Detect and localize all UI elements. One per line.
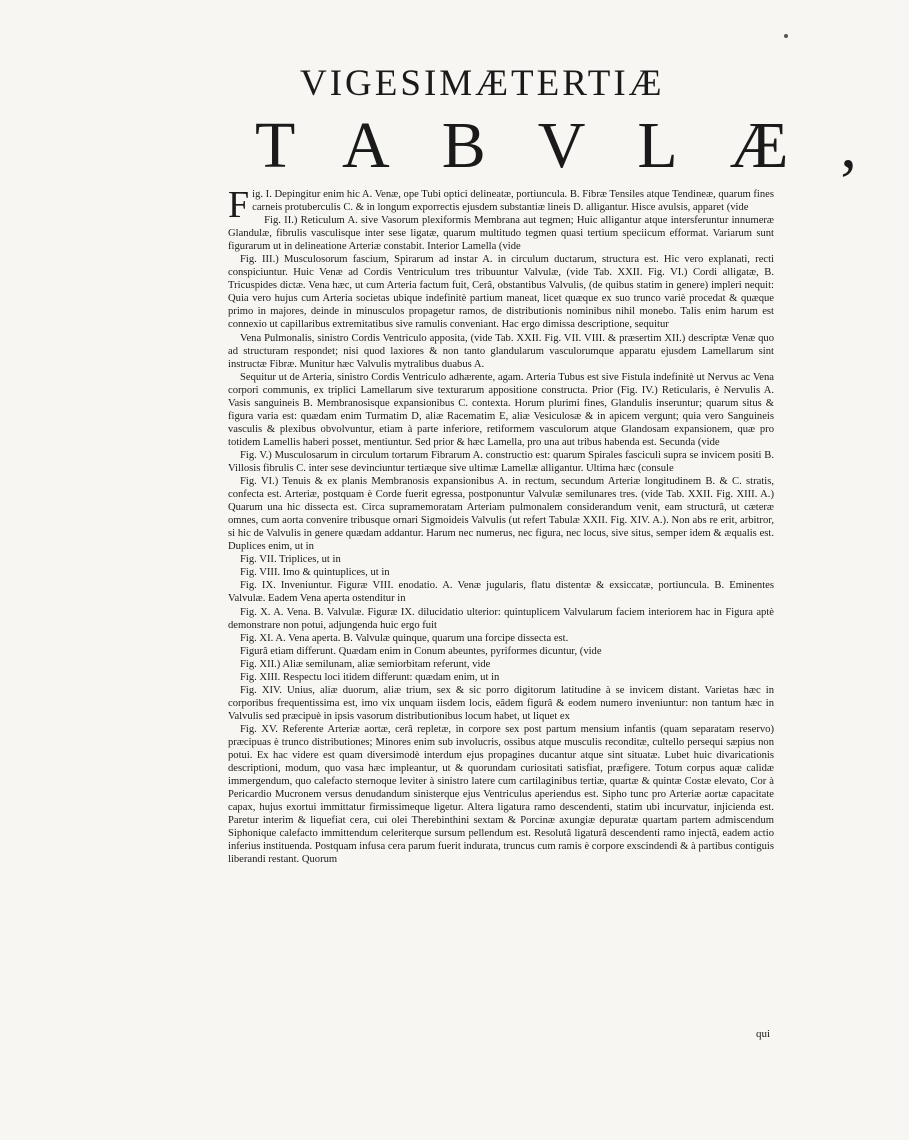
paragraph-text: ig. I. Depingitur enim hic A. Venæ, ope Tubi optici delineatæ, portiuncula. B. Fibræ Tensiles atque Tendineæ, quarum fines carneis protuberculis C. & in longum exporrectis ejusdem substantiæ lineis D. alligantur. Hisce avulsis, apparet (vide: [252, 189, 774, 214]
body-text: [228, 184, 774, 866]
paragraph: [228, 184, 774, 226]
paragraph: Fig. X. A. Vena. B. Valvulæ. Figuræ IX. dilucidatio ulterior: quintuplicem Valvularum faciem interiorem hac in Figura aptè demonstrare non potui, adjungenda huic ergo fuit: [228, 606, 774, 631]
paragraph: Fig. III.) Musculosorum fascium, Spirarum ad instar A. in circulum ductarum, structura est. Hic vero explanati, recti conspiciuntur. Huic Venæ ad Cordis Ventriculum tres tribuuntur Valvulæ, (vide Tab. XXII. Fig. VI.) Cordi alligatæ, B. Tricuspides dictæ. Vena hæc, ut cum Arteria factum fuit, Cerâ, obstantibus Valvulis, (de quibus statim in genere) impleri nequit: Quia vero hujus cum Arteria societas ubique indefinitè partium maneat, licet quæque ex suo trunco variè procedat & quæque primo in majores, deinde in minusculos propagetur ramos, de distributionis nominibus nihil monebo. Talis enim harum est connexio ut capillaribus extremitatibus sive ramulis conveniant. Hac ergo dimissa descriptione, sequitur: [228, 254, 774, 331]
paragraph: Fig. V.) Musculosarum in circulum tortarum Fibrarum A. constructio est: quarum Spirales fasciculi supra se invicem positi B. Villosis fibrulis C. inter sese devinciuntur tertiæque sive ultimæ Lamellæ alligantur. Ultima hæc (consule: [228, 449, 774, 474]
paragraph: Sequitur ut de Arteria, sinistro Cordis Ventriculo adhærente, agam. Arteria Tubus est sive Fistula indefinitè ut Nervus ac Vena corpori communis, ex triplici Lamellarum sive texturarum appositione constructa. Prior (Fig. IV.) Reticularis, è Nervulis A. Vasis sanguineis B. Membranosisque expansionibus C. contexta. Horum plurimi fines, Glandulis inseruntur; quarum situs & figura varia est: quædam enim Turmatim D, aliæ Racematim E, aliæ Vesiculosæ & in apicem vergunt; quia vero Sanguineis vasculis & plexibus obvolvuntur, etiam à parte inferiore, retiformem vasculorum atque Glandosam expansionem, quæ pro totidem Lamellis haberi posset, mentiuntur. Sed prior & hæc Lamella, pro una aut tribus habenda est. Secunda (vide: [228, 371, 774, 448]
catchword: qui: [756, 1028, 771, 1040]
paragraph: Fig. XII.) Aliæ semilunam, aliæ semiorbitam referunt, vide: [240, 658, 491, 670]
paragraph: Fig. VIII. Imo & quintuplices, ut in: [240, 567, 390, 579]
margin-mark: [784, 34, 788, 38]
paragraph: Vena Pulmonalis, sinistro Cordis Ventriculo apposita, (vide Tab. XXII. Fig. VII. VIII. & præsertim XII.) descriptæ Venæ quo ad structuram respondet; nisi quod laxiores & non tanto glandularum vasculorumque apparatu ejusdem Lamellarum sint instructæ Fibræ. Munitur hæc Valvulis mytralibus duabus A.: [228, 332, 774, 370]
paragraph: Fig. IX. Inveniuntur. Figuræ VIII. enodatio. A. Venæ jugularis, flatu distentæ & exsiccatæ, portiuncula. B. Eminentes Valvulæ. Eadem Vena aperta ostenditur in: [228, 580, 774, 605]
drop-cap: F: [228, 184, 250, 226]
paragraph: Fig. VI.) Tenuis & ex planis Membranosis expansionibus A. in rectum, secundum Arteriæ longitudinem B. & C. stratis, confecta est. Arteriæ, postquam è Corde fuerit egressa, postponuntur Valvulæ semilunares tres. (vide Tab. XXII. Fig. XIII. A.) Quarum una hic dissecta est. Circa supramemoratam Arteriam pulmonalem considerandum venit, eam structurâ, ut cæteræ omnes, cum aorta convenire tribusque ornari Sigmoideis Valvulis (ut refert Tabulæ XXII. Fig. XIV. A.). Non abs re erit, arbitror, si hic de Valvulis in genere quædam addantur. Harum nec numerus, nec figura, nec locus, sive situs, semper idem & æqualis est. Duplices enim, ut in: [228, 476, 774, 553]
paragraph: Figurâ etiam differunt. Quædam enim in Conum abeuntes, pyriformes dicuntur, (vide: [240, 645, 602, 657]
paragraph: Fig. VII. Triplices, ut in: [240, 554, 341, 566]
title-line-1: VIGESIMÆTERTIÆ: [300, 63, 665, 104]
paragraph: Fig. XV. Referente Arteriæ aortæ, cerâ repletæ, in corpore sex post partum mensium infantis (quam separatam reservo) præcipuas è trunco distributiones; Minores enim sub involucris, ossibus atque musculis reconditæ, cultello persequi sæpius non potui. Ex hac videre est quam diversimodè interdum ejus propagines ducantur atque sint situatæ. Lubet huic divaricationis descriptioni, modum, quo vasa hæc impleantur, ut & quorundam curiositati satisfiat, præfigere. Totum corpus aquæ calidæ immergendum, quo calefacto sternoque leviter à sinistro latere cum cartilaginibus tertiæ, quartæ & quintæ Costæ elevato, Cor à Pericardio Mucronem versus denudandum sinisterque ejus Ventriculus aperiendus est. Sipho tunc pro Arteriæ aortæ capacitate capax, hujus exortui immittatur firmissimeque ligetur. Altera ligatura ramo descendenti, statim ubi incurvatur, injicienda est. Paretur interim & liquefiat cera, cui olei Therebinthini sextam & Porcinæ axungiæ depuratæ quartam partem admiscendum Siphonique calefacto immittendum celeriterque sursum pellendum est. Resolutâ ligaturâ descendenti ramo injectâ, eadem actio inferius instituenda. Postquam infusa cera parum fuerit indurata, truncus cum ramis è corpore exscindendi & à partibus contiguis liberandi restant. Quorum: [228, 723, 774, 866]
paragraph: Fig. XIV. Unius, aliæ duorum, aliæ trium, sex & sic porro digitorum latitudine à se invicem distant. Varietas hæc in corporibus frequentissima est, imo vix unquam iisdem locis, eâdem figurâ & eodem numero inveniuntur: non tantum hæc in Valvulis sed præcipuè in ipsis vasorum distributionibus locum habet, ut liquet ex: [228, 684, 774, 722]
paragraph: Fig. II.) Reticulum A. sive Vasorum plexiformis Membrana aut tegmen; Huic alligantur atque intersferuntur innumeræ Glandulæ, fibrulis vasculisque inter sese ligatæ, quarum multitudo tegmen quasi tertium speciicum efformat. Variarum sunt figurarum ut in delineatione Arteriæ constabit. Interior Lamella (vide: [228, 215, 774, 253]
title-line-2: TABVLÆ,: [255, 109, 909, 182]
paragraph: Fig. XI. A. Vena aperta. B. Valvulæ quinque, quarum una forcipe dissecta est.: [240, 632, 569, 644]
paragraph: Fig. XIII. Respectu loci itidem differunt: quædam enim, ut in: [240, 671, 500, 683]
